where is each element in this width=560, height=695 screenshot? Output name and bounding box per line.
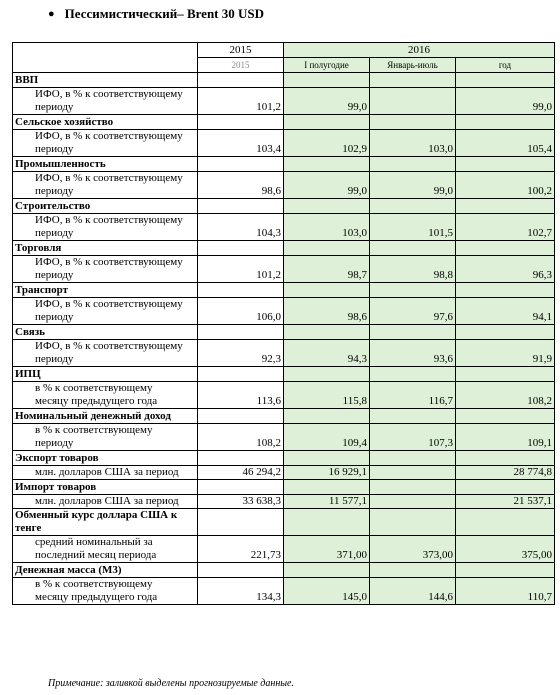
section-empty-forecast (370, 509, 456, 536)
section-row (13, 73, 555, 88)
section-title: Обменный курс доллара США к тенге (13, 509, 198, 536)
section-empty-2015 (198, 563, 284, 578)
value-h1-2016: 115,8 (284, 382, 370, 409)
value-jan-jul-2016 (370, 495, 456, 509)
value-jan-jul-2016: 97,6 (370, 298, 456, 325)
section-row (13, 480, 555, 495)
value-2015: 221,73 (198, 536, 284, 563)
section-empty-forecast (370, 73, 456, 88)
section-title: ИПЦ (13, 367, 198, 382)
section-empty-2015 (198, 73, 284, 88)
data-row (13, 578, 555, 605)
section-title: Импорт товаров (13, 480, 198, 495)
section-empty-forecast (370, 115, 456, 130)
value-h1-2016: 145,0 (284, 578, 370, 605)
section-empty-2015 (198, 241, 284, 256)
value-2015: 33 638,3 (198, 495, 284, 509)
section-title: Связь (13, 325, 198, 340)
section-row (13, 283, 555, 298)
section-empty-forecast (284, 283, 370, 298)
indicator-label (13, 495, 198, 509)
section-empty-forecast (284, 73, 370, 88)
heading-text: Пессимистический– Brent 30 USD (64, 6, 265, 21)
indicator-label (13, 578, 198, 605)
value-h1-2016: 109,4 (284, 424, 370, 451)
forecast-table (12, 42, 555, 605)
indicator-label (13, 172, 198, 199)
section-empty-forecast (456, 283, 555, 298)
indicator-label-line: периоду (35, 437, 74, 449)
section-heading (48, 6, 264, 22)
data-row (13, 214, 555, 241)
indicator-label-line: ИФО, в % к соответствующему (35, 172, 183, 184)
indicator-label (13, 298, 198, 325)
section-empty-forecast (370, 367, 456, 382)
section-row (13, 509, 555, 536)
section-empty-2015 (198, 157, 284, 172)
section-row (13, 563, 555, 578)
value-year-2016: 110,7 (456, 578, 555, 605)
header-year: год (456, 58, 555, 73)
section-row (13, 157, 555, 172)
section-empty-forecast (456, 199, 555, 214)
section-empty-forecast (284, 451, 370, 466)
data-row (13, 382, 555, 409)
indicator-label-line: ИФО, в % к соответствующему (35, 256, 183, 268)
header-row-years (13, 43, 555, 58)
value-2015: 108,2 (198, 424, 284, 451)
indicator-label-line: периоду (35, 269, 74, 281)
section-empty-forecast (370, 563, 456, 578)
indicator-label-line: млн. долларов США за период (35, 466, 179, 478)
section-empty-forecast (370, 325, 456, 340)
indicator-label (13, 256, 198, 283)
section-title: Номинальный денежный доход (13, 409, 198, 424)
value-year-2016: 91,9 (456, 340, 555, 367)
section-empty-forecast (284, 563, 370, 578)
value-jan-jul-2016: 144,6 (370, 578, 456, 605)
section-title: Торговля (13, 241, 198, 256)
data-row (13, 340, 555, 367)
value-jan-jul-2016: 107,3 (370, 424, 456, 451)
indicator-label-line: последний месяц периода (35, 549, 157, 561)
indicator-label (13, 536, 198, 563)
section-empty-forecast (370, 409, 456, 424)
section-empty-forecast (284, 409, 370, 424)
value-year-2016: 21 537,1 (456, 495, 555, 509)
data-row (13, 130, 555, 157)
indicator-label-line: в % к соответствующему (35, 578, 153, 590)
footnote: Примечание: заливкой выделены прогнозируемые данные. (48, 678, 294, 689)
value-jan-jul-2016: 101,5 (370, 214, 456, 241)
value-jan-jul-2016 (370, 466, 456, 480)
indicator-label-line: ИФО, в % к соответствующему (35, 214, 183, 226)
value-year-2016: 96,3 (456, 256, 555, 283)
value-2015: 98,6 (198, 172, 284, 199)
indicator-label-line: периоду (35, 353, 74, 365)
section-empty-forecast (284, 157, 370, 172)
value-2015: 101,2 (198, 256, 284, 283)
indicator-label-line: млн. долларов США за период (35, 495, 179, 507)
section-empty-forecast (284, 325, 370, 340)
header-2016: 2016 (284, 43, 555, 58)
value-2015: 92,3 (198, 340, 284, 367)
indicator-label-line: периоду (35, 143, 74, 155)
section-title: Промышленность (13, 157, 198, 172)
indicator-label-line: периоду (35, 101, 74, 113)
indicator-label (13, 130, 198, 157)
data-row (13, 298, 555, 325)
value-jan-jul-2016: 98,8 (370, 256, 456, 283)
indicator-label-line: средний номинальный за (35, 536, 153, 548)
section-empty-forecast (456, 409, 555, 424)
section-title: Сельское хозяйство (13, 115, 198, 130)
section-empty-forecast (456, 367, 555, 382)
header-h1: I полугодие (284, 58, 370, 73)
indicator-label (13, 382, 198, 409)
value-jan-jul-2016: 116,7 (370, 382, 456, 409)
value-year-2016: 102,7 (456, 214, 555, 241)
indicator-label-line: в % к соответствующему (35, 424, 153, 436)
section-empty-2015 (198, 115, 284, 130)
section-title: Строительство (13, 199, 198, 214)
section-empty-forecast (284, 480, 370, 495)
indicator-label-line: периоду (35, 311, 74, 323)
value-year-2016: 28 774,8 (456, 466, 555, 480)
value-h1-2016: 16 929,1 (284, 466, 370, 480)
indicator-label-line: месяцу предыдущего года (35, 591, 158, 603)
section-title: Денежная масса (М3) (13, 563, 198, 578)
section-empty-forecast (456, 563, 555, 578)
value-2015: 134,3 (198, 578, 284, 605)
section-empty-2015 (198, 451, 284, 466)
data-row (13, 495, 555, 509)
section-empty-forecast (370, 241, 456, 256)
value-h1-2016: 94,3 (284, 340, 370, 367)
section-empty-forecast (370, 157, 456, 172)
section-empty-forecast (370, 283, 456, 298)
data-row (13, 536, 555, 563)
section-empty-forecast (456, 451, 555, 466)
section-empty-2015 (198, 283, 284, 298)
section-empty-2015 (198, 409, 284, 424)
value-h1-2016: 102,9 (284, 130, 370, 157)
section-row (13, 451, 555, 466)
section-empty-2015 (198, 325, 284, 340)
value-2015: 103,4 (198, 130, 284, 157)
value-h1-2016: 103,0 (284, 214, 370, 241)
section-row (13, 241, 555, 256)
value-h1-2016: 11 577,1 (284, 495, 370, 509)
section-title: Экспорт товаров (13, 451, 198, 466)
section-empty-2015 (198, 509, 284, 536)
indicator-label-line: месяцу предыдущего года (35, 395, 158, 407)
data-row (13, 424, 555, 451)
section-empty-2015 (198, 480, 284, 495)
section-empty-forecast (284, 199, 370, 214)
value-year-2016: 105,4 (456, 130, 555, 157)
value-year-2016: 100,2 (456, 172, 555, 199)
section-empty-forecast (370, 451, 456, 466)
value-2015: 106,0 (198, 298, 284, 325)
value-year-2016: 375,00 (456, 536, 555, 563)
value-2015: 101,2 (198, 88, 284, 115)
section-empty-forecast (370, 480, 456, 495)
bullet-icon: ● (48, 8, 55, 20)
indicator-label (13, 424, 198, 451)
section-empty-forecast (370, 199, 456, 214)
section-empty-forecast (456, 115, 555, 130)
section-empty-forecast (284, 367, 370, 382)
header-2015-ghost (198, 58, 284, 73)
data-row (13, 256, 555, 283)
value-year-2016: 99,0 (456, 88, 555, 115)
section-empty-2015 (198, 199, 284, 214)
header-jan-jul: Январь-июль (370, 58, 456, 73)
section-row (13, 115, 555, 130)
section-empty-forecast (284, 509, 370, 536)
value-jan-jul-2016 (370, 88, 456, 115)
indicator-label-line: в % к соответствующему (35, 382, 153, 394)
indicator-label (13, 340, 198, 367)
value-jan-jul-2016: 103,0 (370, 130, 456, 157)
header-2015: 2015 (198, 43, 284, 58)
section-title: Транспорт (13, 283, 198, 298)
value-jan-jul-2016: 99,0 (370, 172, 456, 199)
section-row (13, 367, 555, 382)
section-empty-forecast (456, 73, 555, 88)
value-jan-jul-2016: 373,00 (370, 536, 456, 563)
section-empty-forecast (456, 157, 555, 172)
section-title: ВВП (13, 73, 198, 88)
value-year-2016: 109,1 (456, 424, 555, 451)
indicator-label-line: периоду (35, 227, 74, 239)
indicator-label-line: ИФО, в % к соответствующему (35, 130, 183, 142)
indicator-label (13, 214, 198, 241)
indicator-label-line: ИФО, в % к соответствующему (35, 298, 183, 310)
value-jan-jul-2016: 93,6 (370, 340, 456, 367)
value-2015: 104,3 (198, 214, 284, 241)
indicator-label (13, 466, 198, 480)
header-empty-cell (13, 43, 198, 73)
value-h1-2016: 99,0 (284, 88, 370, 115)
section-empty-forecast (456, 325, 555, 340)
data-row (13, 466, 555, 480)
value-year-2016: 108,2 (456, 382, 555, 409)
section-row (13, 409, 555, 424)
value-2015: 113,6 (198, 382, 284, 409)
section-empty-forecast (456, 480, 555, 495)
indicator-label-line: ИФО, в % к соответствующему (35, 88, 183, 100)
section-empty-forecast (456, 509, 555, 536)
value-h1-2016: 98,6 (284, 298, 370, 325)
section-row (13, 199, 555, 214)
value-h1-2016: 371,00 (284, 536, 370, 563)
section-empty-forecast (284, 241, 370, 256)
value-h1-2016: 99,0 (284, 172, 370, 199)
value-year-2016: 94,1 (456, 298, 555, 325)
section-empty-forecast (456, 241, 555, 256)
indicator-label (13, 88, 198, 115)
data-row (13, 172, 555, 199)
indicator-label-line: ИФО, в % к соответствующему (35, 340, 183, 352)
data-row (13, 88, 555, 115)
header-2015-ghost-text: 2015 (231, 60, 250, 70)
section-empty-2015 (198, 367, 284, 382)
section-row (13, 325, 555, 340)
section-empty-forecast (284, 115, 370, 130)
indicator-label-line: периоду (35, 185, 74, 197)
value-2015: 46 294,2 (198, 466, 284, 480)
value-h1-2016: 98,7 (284, 256, 370, 283)
